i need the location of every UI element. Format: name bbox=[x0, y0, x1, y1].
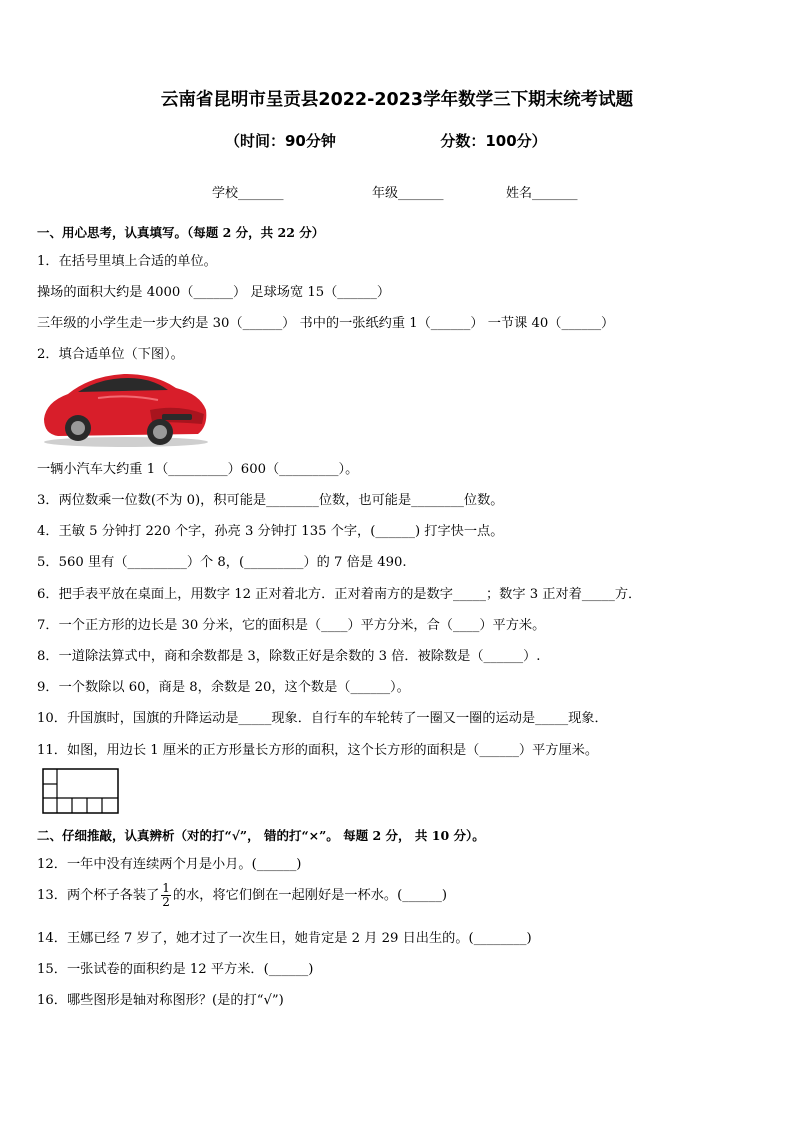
question-13-text-after: 的水，将它们倒在一起刚好是一杯水。(______) bbox=[172, 888, 447, 903]
question-6: 6．把手表平放在桌面上，用数字 12 正对着北方．正对着南方的是数字_____；数字 3 正对着_____方． bbox=[37, 587, 642, 602]
question-2: 2．填合适单位（下图）。 bbox=[37, 347, 184, 362]
fraction-one-half bbox=[161, 882, 171, 909]
red-car-image bbox=[38, 364, 210, 448]
question-12: 12．一年中没有连续两个月是小月。(______) bbox=[37, 857, 302, 872]
question-13 bbox=[37, 882, 447, 909]
question-13-text-before: 13．两个杯子各装了 bbox=[37, 888, 160, 903]
question-5: 5．560 里有（_________）个 8，(_________）的 7 倍是 490. bbox=[37, 555, 407, 570]
rectangle-grid-figure bbox=[42, 768, 120, 814]
question-15: 15．一张试卷的面积约是 12 平方米．(______) bbox=[37, 962, 314, 977]
question-1a: 操场的面积大约是 4000（______） 足球场宽 15（______） bbox=[37, 285, 391, 300]
question-10: 10．升国旗时，国旗的升降运动是_____现象．自行车的车轮转了一圈又一圈的运动是_____现象． bbox=[37, 711, 608, 726]
question-1: 1．在括号里填上合适的单位。 bbox=[37, 254, 217, 269]
grade-field: 年级_______ bbox=[372, 186, 444, 201]
question-14: 14．王娜已经 7 岁了，她才过了一次生日，她肯定是 2 月 29 日出生的。(________) bbox=[37, 931, 532, 946]
name-field: 姓名_______ bbox=[506, 186, 578, 201]
question-2a: 一辆小汽车大约重 1（_________）600（_________）。 bbox=[37, 462, 359, 477]
fraction-denominator: 2 bbox=[162, 895, 170, 909]
question-9: 9．一个数除以 60，商是 8，余数是 20，这个数是（______）。 bbox=[37, 680, 410, 695]
question-7: 7．一个正方形的边长是 30 分米，它的面积是（____）平方分米，合（____）平方米。 bbox=[37, 618, 546, 633]
exam-subtitle: （时间：90分钟 分数：100分） bbox=[225, 132, 547, 150]
section-2-heading: 二、仔细推敲，认真辨析（对的打“√”， 错的打“×”。 每题 2 分， 共 10 分）。 bbox=[37, 828, 485, 843]
section-1-heading: 一、用心思考，认真填写。（每题 2 分，共 22 分） bbox=[37, 225, 325, 240]
question-8: 8．一道除法算式中，商和余数都是 3，除数正好是余数的 3 倍．被除数是（______）. bbox=[37, 649, 541, 664]
question-1b: 三年级的小学生走一步大约是 30（______） 书中的一张纸约重 1（______） 一节课 40（______） bbox=[37, 316, 615, 331]
question-11: 11．如图，用边长 1 厘米的正方形量长方形的面积，这个长方形的面积是（______）平方厘米。 bbox=[37, 743, 599, 758]
school-field: 学校_______ bbox=[212, 186, 284, 201]
question-16: 16．哪些图形是轴对称图形？(是的打“√”) bbox=[37, 993, 284, 1008]
fraction-numerator: 1 bbox=[162, 881, 170, 895]
question-3: 3．两位数乘一位数(不为 0)，积可能是________位数，也可能是________位数。 bbox=[37, 493, 504, 508]
exam-title: 云南省昆明市呈贡县2022-2023学年数学三下期末统考试题 bbox=[160, 90, 634, 110]
question-4: 4．王敏 5 分钟打 220 个字，孙亮 3 分钟打 135 个字，(______) 打字快一点。 bbox=[37, 524, 504, 539]
